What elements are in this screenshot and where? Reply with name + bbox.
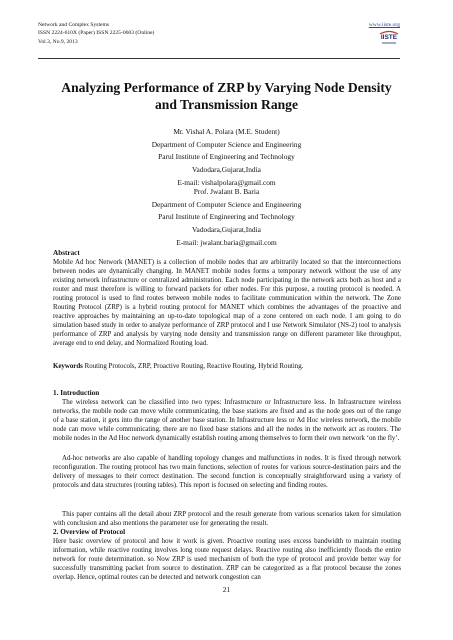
header-divider — [38, 58, 400, 59]
body-paragraph: Here basic overview of protocol and how it work is given. Proactive routing uses excess bandwidth to maintain routing information, while reactive routing involves long route request delays. Reactive routing also inefficiently floods the entire network for route determination. so Now ZRP is used mechanism of both the type of protocol and provide better way for successfully transmitting packet from source to destination. ZRP can be categorized as a flat protocol because the zones overlap. Hence, optimal routes can be detected and network congestion can — [53, 538, 401, 582]
paper-title-line-1: Analyzing Performance of ZRP by Varying Node Density — [61, 80, 392, 95]
keywords-text: Routing Protocols, ZRP, Proactive Routing, Reactive Routing, Hybrid Routing. — [84, 363, 304, 370]
abstract-text: Mobile Ad hoc Network (MANET) is a collection of mobile nodes that are arbitrarily located so that the interconnections between nodes are dynamically changing. In MANET mobile nodes forms a temporary network without the use of any existing network infrastructure or centralized administration. Each node participating in the network acts both as host and a router and must therefore is willing to forward packets for other nodes. For this purpose, a routing protocol is needed. A routing protocol is used to find routes between mobile nodes to facilitate communication within the network. The Zone Routing Protocol (ZRP) is a hybrid routing protocol for MANET which combines the advantages of the proactive and reactive approaches by maintaining an up-to-date topological map of a zone centered on each node. I am going to do simulation based study in order to analyze performance of ZRP protocol and I use Network Simulator (NS-2) tool to analysis performance of ZRP and analysis by varying node density and transmission range on different parameter like throughput, average end to end delay, and Normalized Routing load. — [53, 259, 401, 348]
paper-title-line-2: and Transmission Range — [154, 96, 299, 112]
author-department: Department of Computer Science and Engineering — [151, 139, 302, 149]
keywords-label: Keywords — [53, 363, 83, 370]
author-name: Prof. Jwalant B. Baria — [193, 187, 260, 196]
journal-volume: Vol.3, No.9, 2013 — [38, 38, 78, 45]
body-paragraph: The wireless network can be classified into two types: Infrastructure or Infrastructure less. In Infrastructure wireless networks, the mobile node can move while communicating, the base stations are fixed and as the node goes out of the range of a base station, it gets into the range of another base station. In Infrastructure less or Ad Hoc wireless network, the mobile node can move while communicating, there are no fixed base stations and all the nodes in the network act as routers. The mobile nodes in the Ad Hoc network dynamically establish routing among themselves to form their own network ‘on the fly’. — [53, 399, 401, 443]
author-email[interactable]: E-mail: vishalpolara@gmail.com — [177, 177, 276, 187]
author-location: Vadodara,Gujarat,India — [192, 165, 261, 175]
author-institute: Parul Institute of Engineering and Technology — [158, 212, 295, 222]
abstract-heading: Abstract — [53, 249, 80, 257]
page-number: 21 — [222, 585, 231, 594]
journal-name: Network and Complex Systems — [38, 22, 110, 28]
paper-title — [40, 80, 413, 113]
section-heading-introduction: 1. Introduction — [53, 389, 100, 397]
iiste-logo-text: IISTE — [380, 34, 398, 41]
iiste-logo — [378, 30, 400, 44]
body-paragraph: This paper contains all the detail about ZRP protocol and the result generate from various scenarios taken for simulation with conclusion and also mentions the parameter use for generating the result. — [53, 511, 401, 528]
keywords — [53, 362, 401, 371]
journal-header — [38, 21, 154, 46]
author-department: Department of Computer Science and Engineering — [151, 199, 302, 209]
author-name: Mr. Vishal A. Polara (M.E. Student) — [173, 127, 280, 136]
author-block-1 — [40, 126, 413, 190]
author-institute: Parul Institute of Engineering and Technology — [158, 152, 295, 162]
body-paragraph: Ad-hoc networks are also capable of handling topology changes and malfunctions in nodes. It is fixed through network reconfiguration. The routing protocol has two main functions, selection of routes for various source-destination pairs and the delivery of messages to their correct destination. The second function is conceptually straightforward using a variety of protocols and data structures (routing tables). This report is focused on selecting and finding routes. — [53, 455, 401, 490]
author-block-2 — [40, 186, 413, 250]
publisher-link[interactable]: www.iiste.org — [368, 22, 400, 28]
section-heading-overview: 2. Overview of Protocol — [53, 528, 126, 536]
publisher-header — [369, 21, 400, 49]
author-email[interactable]: E-mail: jwalant.baria@gmail.com — [176, 237, 277, 247]
journal-issn: ISSN 2224-610X (Paper) ISSN 2225-0603 (Online) — [38, 30, 155, 37]
author-location: Vadodara,Gujarat,India — [192, 225, 261, 235]
